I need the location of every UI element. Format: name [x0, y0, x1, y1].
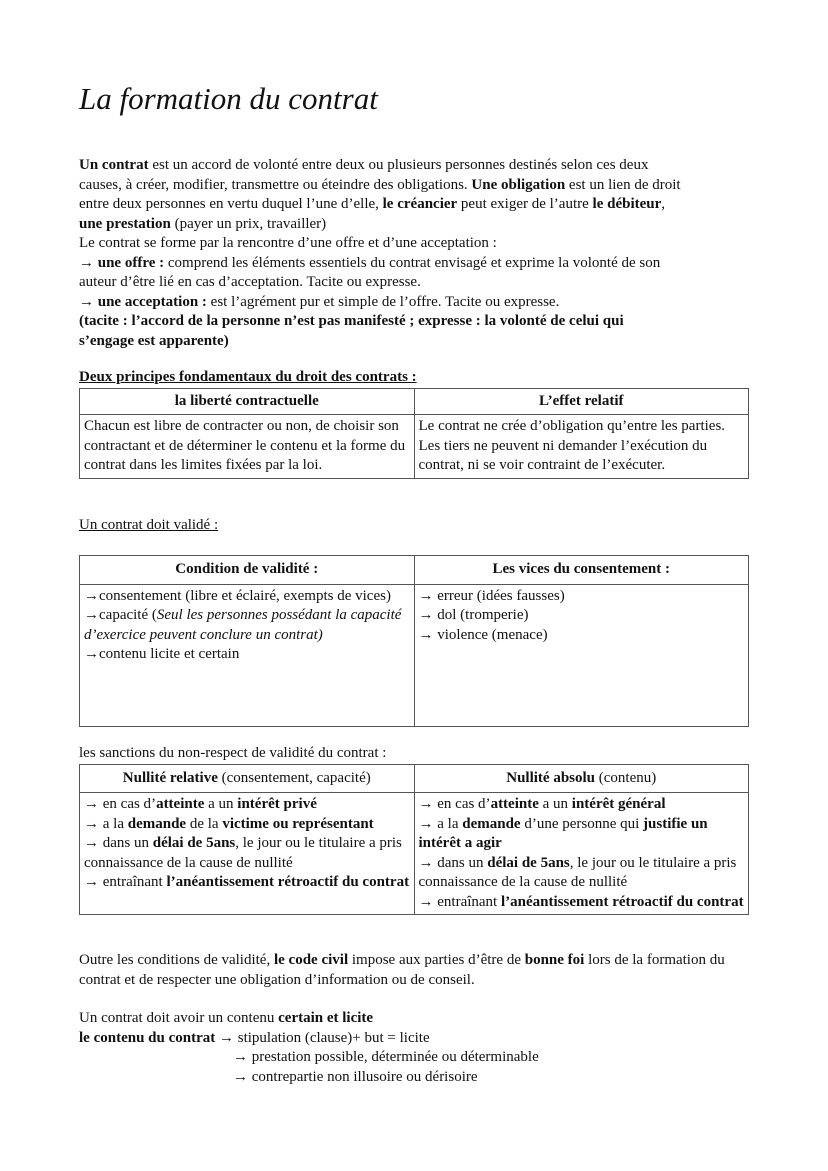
text: contrepartie non illusoire ou dérisoire: [248, 1068, 478, 1085]
intro-line: [79, 215, 759, 235]
term-debiteur: le débiteur: [592, 196, 662, 212]
list-item: [419, 587, 745, 607]
table-header-row: [80, 388, 749, 415]
text: intérêt privé: [237, 796, 317, 812]
arrow-icon: →: [84, 835, 99, 851]
contenu-line: [79, 1048, 759, 1068]
text: consentement (libre et éclairé, exempts de vices): [99, 587, 391, 604]
text: a un: [204, 796, 238, 812]
arrow-icon: →: [84, 796, 99, 812]
term-acceptation: une acceptation :: [94, 293, 207, 310]
header-nullite-relative: [80, 764, 415, 793]
text: délai de 5ans: [152, 835, 236, 851]
text: certain et licite: [278, 1010, 374, 1026]
arrow-icon: →: [418, 854, 434, 871]
header-nullite-absolu: [414, 764, 749, 793]
list-item: [419, 815, 745, 854]
text: contenu licite et certain: [99, 646, 240, 662]
arrow-icon: →: [84, 874, 99, 890]
validite-section: [79, 516, 759, 536]
text: a la: [99, 815, 128, 832]
text: peut exiger de l’autre: [457, 196, 593, 212]
text: en cas d’: [433, 796, 491, 812]
text: le contenu du contrat: [79, 1029, 216, 1046]
text: entre deux personnes en vertu duquel l’une d’elle,: [79, 196, 383, 212]
text: a la: [433, 815, 463, 832]
text: l’anéantissement rétroactif du contrat: [500, 893, 744, 910]
text: (consentement, capacité): [217, 769, 371, 786]
table-row: [80, 793, 749, 915]
text: est l’agrément pur et simple de l’offre. Tacite ou expresse.: [206, 293, 560, 310]
arrow-icon: →: [418, 607, 434, 623]
list-item: [84, 795, 410, 815]
text: a un: [538, 796, 572, 812]
intro-line: Le contrat se forme par la rencontre d’une offre et d’une acceptation :: [79, 235, 497, 251]
arrow-icon: →: [84, 646, 99, 662]
arrow-icon: →: [418, 587, 434, 604]
contenu-line: [79, 1068, 759, 1088]
section-heading: [79, 368, 759, 388]
list-item: [84, 834, 410, 873]
list-item: [419, 893, 745, 913]
principes-section: [79, 368, 759, 479]
header-condition: Condition de validité :: [80, 556, 415, 585]
text: dans un: [433, 854, 488, 871]
list-item: [84, 645, 410, 665]
list-item: [419, 626, 745, 646]
arrow-icon: →: [233, 1068, 248, 1085]
intro-line: [79, 156, 759, 176]
text: capacité (: [99, 607, 157, 623]
paragraph: [79, 951, 749, 990]
intro-line: [79, 293, 759, 313]
validite-table-wrap: [79, 555, 759, 727]
term-prestation: une prestation: [79, 215, 171, 232]
arrow-icon: →: [233, 1049, 248, 1065]
text: bonne foi: [524, 952, 585, 968]
text: est un lien de droit: [565, 176, 681, 193]
intro-line: [79, 254, 759, 274]
text: atteinte: [490, 796, 539, 812]
text: atteinte: [156, 796, 205, 812]
list-item: [419, 606, 745, 626]
validite-table: [79, 555, 749, 727]
text: (payer un prix, travailler): [170, 215, 327, 232]
note-tacite: (tacite : l’accord de la personne n’est pas manifesté ; expresse : la volonté de celui qui: [79, 313, 624, 329]
text: ,: [661, 196, 666, 212]
text: d’une personne qui: [520, 815, 644, 832]
term-contrat: Un contrat: [79, 157, 149, 173]
text: Outre les conditions de validité,: [79, 952, 274, 968]
heading-text: Un contrat doit validé :: [79, 517, 219, 533]
text: dans un: [99, 835, 153, 851]
text: justifie un intérêt a agir: [418, 815, 708, 851]
cell-nullite-absolu: [414, 793, 749, 915]
section-heading: [79, 516, 759, 536]
text: Nullité relative: [122, 769, 218, 786]
text: (contenu): [595, 769, 657, 786]
text: violence (menace): [437, 626, 548, 643]
bonne-foi-paragraph: [79, 951, 749, 990]
list-item: [84, 606, 410, 645]
sanctions-section: [79, 744, 759, 915]
text: en cas d’: [99, 796, 157, 812]
header-effet-relatif: L’effet relatif: [414, 388, 749, 415]
contenu-section: [79, 1009, 759, 1087]
arrow-icon: →: [418, 626, 434, 643]
text: lors de la formation du contrat et de respecter une obligation d’information ou de conseil.: [79, 952, 725, 988]
contenu-line: [79, 1029, 759, 1049]
text: délai de 5ans: [487, 854, 570, 871]
intro-line: [79, 195, 759, 215]
heading-text: Deux principes fondamentaux du droit des contrats :: [79, 369, 417, 385]
text: est un accord de volonté entre deux ou plusieurs personnes destinés selon ces deux: [148, 157, 649, 173]
text: causes, à créer, modifier, transmettre ou éteindre des obligations.: [79, 176, 472, 193]
arrow-icon: →: [79, 293, 94, 310]
cell-vices: [414, 584, 749, 726]
table-row: [80, 584, 749, 726]
sanctions-table: [79, 764, 749, 916]
intro-line: [79, 312, 759, 332]
list-item: [419, 795, 745, 815]
cell-conditions: [80, 584, 415, 726]
text: demande: [127, 815, 187, 832]
arrow-icon: →: [418, 893, 434, 910]
text: victime ou représentant: [222, 815, 374, 832]
text: demande: [462, 815, 521, 832]
arrow-icon: →: [79, 254, 94, 271]
text: impose aux parties d’être de: [348, 952, 525, 968]
intro-line: [79, 176, 759, 196]
arrow-icon: →: [84, 815, 99, 832]
table-header-row: [80, 556, 749, 585]
cell-nullite-relative: [80, 793, 415, 915]
text: Nullité absolu: [506, 769, 596, 786]
principes-table: [79, 388, 749, 479]
arrow-icon: →: [418, 815, 434, 832]
intro-section: [79, 156, 759, 351]
arrow-icon: →: [219, 1029, 234, 1046]
header-vices: Les vices du consentement :: [414, 556, 749, 585]
text: prestation possible, déterminée ou déterminable: [248, 1049, 539, 1065]
text: le code civil: [273, 952, 349, 968]
text-italic: Seul les personnes possédant la capacité d’exercice peuvent conclure un contrat): [84, 607, 402, 643]
text: dol (tromperie): [437, 607, 529, 623]
text: intérêt général: [571, 796, 666, 812]
arrow-icon: →: [84, 607, 99, 623]
arrow-icon: →: [418, 796, 434, 812]
list-item: [84, 815, 410, 835]
intro-line: auteur d’être lié en cas d’acceptation. Tacite ou expresse.: [79, 274, 421, 290]
text: Un contrat doit avoir un contenu: [79, 1010, 279, 1026]
table-row: [80, 415, 749, 479]
list-item: [419, 854, 745, 893]
text: de la: [186, 815, 223, 832]
table-header-row: [80, 764, 749, 793]
text: stipulation (clause)+ but = licite: [234, 1029, 430, 1046]
text: entraînant: [433, 893, 501, 910]
intro-line: [79, 332, 759, 352]
list-item: [84, 587, 410, 607]
text: , le jour ou le titulaire a pris connaissance de la cause de nullité: [84, 835, 402, 871]
term-offre: une offre :: [94, 254, 165, 271]
cell-liberte: Chacun est libre de contracter ou non, de choisir son contractant et de déterminer le contenu et la forme du contrat dans les limites fixées par la loi.: [80, 415, 415, 479]
contenu-line: [79, 1009, 759, 1029]
text: erreur (idées fausses): [437, 587, 565, 604]
term-creancier: le créancier: [382, 196, 458, 212]
text: l’anéantissement rétroactif du contrat: [166, 874, 410, 890]
header-liberte: la liberté contractuelle: [80, 388, 415, 415]
text: , le jour ou le titulaire a pris connaissance de la cause de nullité: [418, 854, 737, 890]
term-obligation: Une obligation: [471, 176, 566, 193]
page-title: La formation du contrat: [79, 81, 378, 116]
note-expresse: s’engage est apparente): [79, 332, 229, 349]
list-item: [84, 873, 410, 893]
section-heading: les sanctions du non-respect de validité du contrat :: [79, 745, 387, 761]
text: entraînant: [99, 874, 167, 890]
text: comprend les éléments essentiels du contrat envisagé et exprime la volonté de son: [164, 254, 661, 271]
cell-effet-relatif: Le contrat ne crée d’obligation qu’entre les parties. Les tiers ne peuvent ni demander l’exécution du contrat, ni se voir contraint de l’exécuter.: [414, 415, 749, 479]
arrow-icon: →: [84, 587, 99, 604]
